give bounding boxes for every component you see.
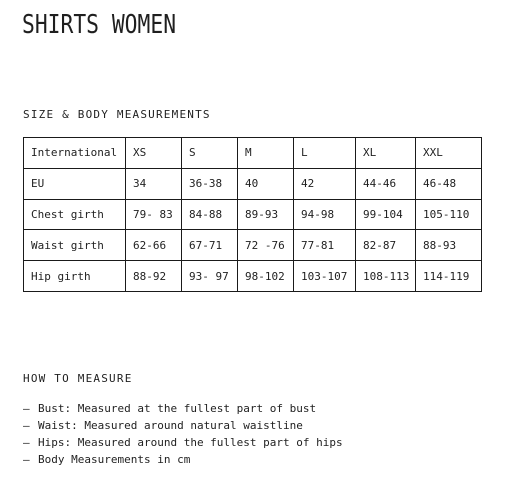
table-cell: 34 [126,168,182,199]
table-cell: 44-46 [356,168,416,199]
measure-instructions-list [23,400,343,468]
dash-bullet-icon: — [23,402,30,415]
table-cell: 82-87 [356,230,416,261]
table-cell: 36-38 [182,168,238,199]
list-item-text: Body Measurements in cm [38,453,191,466]
list-item [23,451,343,468]
table-row-chest-girth [24,199,482,230]
dash-bullet-icon: — [23,453,30,466]
table-cell: 62-66 [126,230,182,261]
table-cell: 42 [294,168,356,199]
list-item [23,400,343,417]
table-cell: XXL [416,138,482,169]
table-cell: M [238,138,294,169]
table-cell-row-label: Hip girth [24,261,126,292]
table-cell: 94-98 [294,199,356,230]
table-cell: 40 [238,168,294,199]
list-item-text: Waist: Measured around natural waistline [38,419,303,432]
table-cell: 108-113 [356,261,416,292]
list-item [23,417,343,434]
table-cell: 105-110 [416,199,482,230]
dash-bullet-icon: — [23,419,30,432]
list-item [23,434,343,451]
table-cell: 114-119 [416,261,482,292]
table-row-hip-girth [24,261,482,292]
table-cell: 103-107 [294,261,356,292]
table-cell-row-label: International [24,138,126,169]
table-cell: 72 -76 [238,230,294,261]
table-cell: L [294,138,356,169]
how-to-measure-heading: HOW TO MEASURE [23,372,133,385]
table-cell: 89-93 [238,199,294,230]
table-cell: 88-93 [416,230,482,261]
table-cell: XS [126,138,182,169]
size-chart-table [23,137,482,292]
dash-bullet-icon: — [23,436,30,449]
table-cell-row-label: EU [24,168,126,199]
table-cell-row-label: Waist girth [24,230,126,261]
table-cell: 93- 97 [182,261,238,292]
table-cell: 67-71 [182,230,238,261]
table-row-eu [24,168,482,199]
table-cell: 77-81 [294,230,356,261]
table-cell: 98-102 [238,261,294,292]
table-cell: S [182,138,238,169]
table-cell: 88-92 [126,261,182,292]
size-measurements-heading: SIZE & BODY MEASUREMENTS [23,108,211,121]
table-cell: 84-88 [182,199,238,230]
table-cell: 79- 83 [126,199,182,230]
table-row-waist-girth [24,230,482,261]
list-item-text: Bust: Measured at the fullest part of bust [38,402,317,415]
page-title: SHIRTS WOMEN [22,10,177,40]
table-cell-row-label: Chest girth [24,199,126,230]
table-row-international [24,138,482,169]
table-cell: 46-48 [416,168,482,199]
table-cell: 99-104 [356,199,416,230]
list-item-text: Hips: Measured around the fullest part of hips [38,436,343,449]
table-cell: XL [356,138,416,169]
